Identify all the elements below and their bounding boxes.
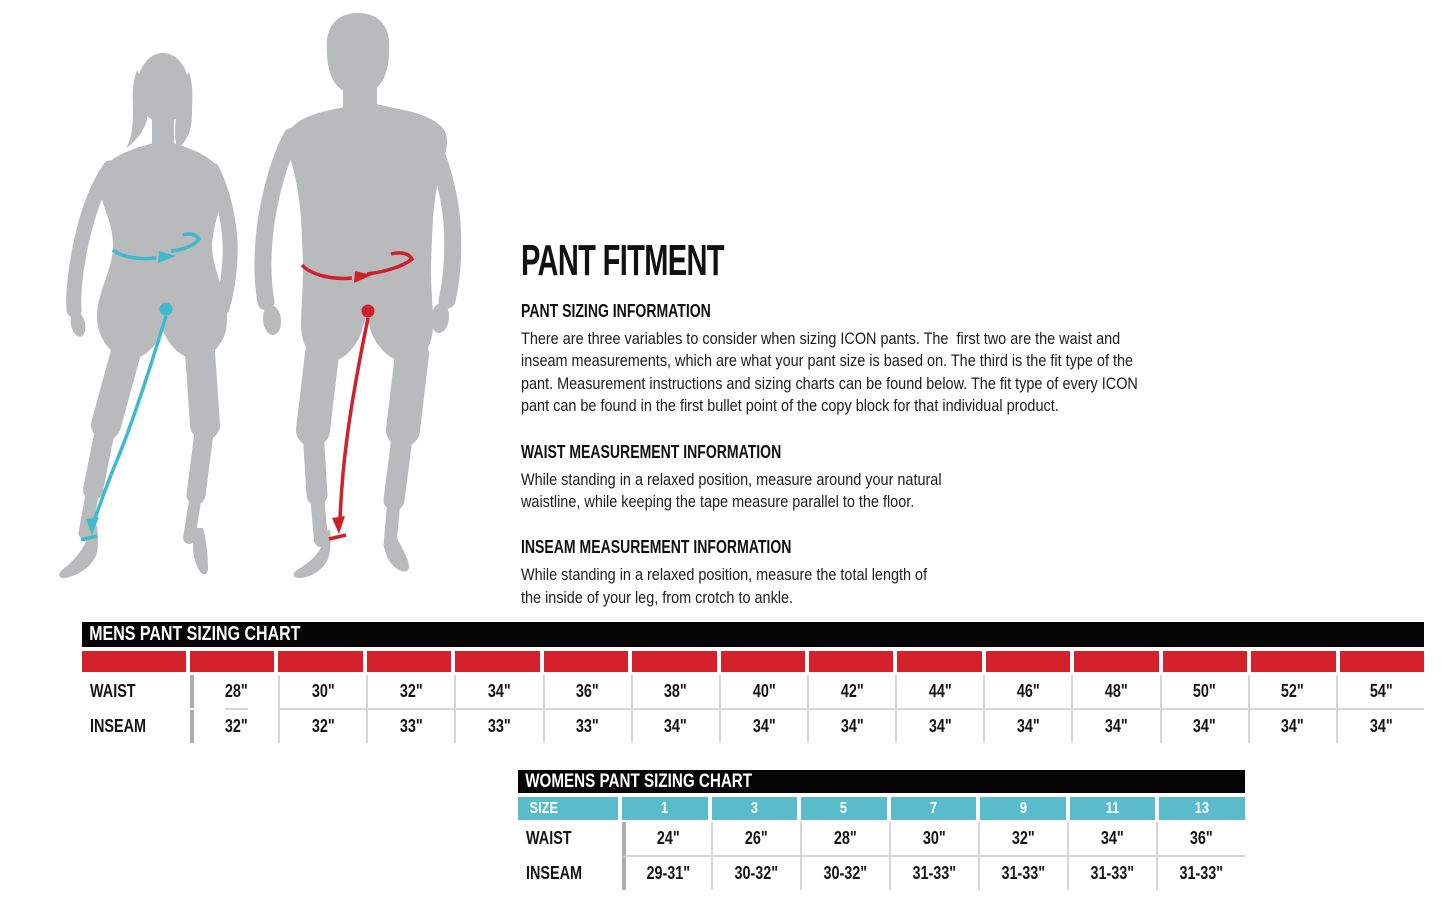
paragraph-line: the inside of your leg, from crotch to ankle.: [521, 588, 794, 607]
cell: 28": [800, 822, 889, 857]
cell: 34": [983, 710, 1071, 743]
cell: 32": [366, 675, 454, 710]
cell: 34": [807, 710, 895, 743]
accent-cell: [632, 651, 716, 672]
cell: 34": [454, 675, 542, 710]
womens-waist-row-label: WAIST: [526, 828, 572, 848]
womens-size-cell: 11: [1070, 797, 1156, 820]
womens-size-label-cell: SIZE: [518, 797, 618, 820]
cell: 38": [631, 675, 719, 710]
cell: 34": [719, 710, 807, 743]
mens-red-accent-row: [82, 651, 1424, 672]
inseam-measurement-heading: INSEAM MEASUREMENT INFORMATION: [521, 537, 792, 558]
paragraph-line: inseam measurements, which are what your pant size is based on. The third is the fit type of the: [521, 352, 1134, 371]
cell: 33": [543, 710, 631, 743]
cell: 26": [711, 822, 800, 857]
cell: 31-33": [1067, 857, 1156, 890]
womens-chart-title: WOMENS PANT SIZING CHART: [525, 771, 753, 792]
cell: 33": [454, 710, 542, 743]
cell: 32": [278, 710, 366, 743]
paragraph-line: pant. Measurement instructions and sizing charts can be found below. The fit type of every ICON: [521, 374, 1138, 393]
measurement-figures: [0, 0, 500, 610]
womens-size-cell: 7: [891, 797, 977, 820]
cell: 48": [1071, 675, 1159, 710]
accent-cell: [455, 651, 539, 672]
paragraph-line: While standing in a relaxed position, measure around your natural: [521, 470, 942, 489]
mens-chart-title-bar: [82, 622, 1424, 647]
cell: 34": [1336, 710, 1424, 743]
accent-cell: [544, 651, 628, 672]
accent-cell: [809, 651, 893, 672]
womens-size-cell: 1: [622, 797, 708, 820]
pant-sizing-paragraph: [521, 328, 1191, 418]
cell: 31-33": [978, 857, 1067, 890]
accent-cell: [897, 651, 981, 672]
accent-cell: [1163, 651, 1247, 672]
paragraph-line: waistline, while keeping the tape measure parallel to the floor.: [521, 493, 915, 512]
cell: 54": [1336, 675, 1424, 710]
cell: 52": [1248, 675, 1336, 710]
womens-size-cell: 13: [1159, 797, 1245, 820]
mens-inseam-row-label: INSEAM: [90, 716, 147, 736]
accent-cell: [190, 651, 274, 672]
cell: 31-33": [1156, 857, 1245, 890]
page-title: PANT FITMENT: [521, 236, 724, 285]
womens-sizing-chart: [518, 770, 1245, 890]
cell: 34": [895, 710, 983, 743]
waist-measurement-paragraph: [521, 469, 1191, 514]
accent-cell: [1340, 651, 1424, 672]
womens-size-cell: 3: [712, 797, 798, 820]
cell: 33": [366, 710, 454, 743]
mens-waist-value: 28": [225, 675, 248, 710]
accent-cell: [1251, 651, 1335, 672]
cell: 30-32": [800, 857, 889, 890]
accent-cell: [82, 651, 186, 672]
cell: 30": [278, 675, 366, 710]
cell: 40": [719, 675, 807, 710]
womens-chart-title-bar: [518, 770, 1245, 793]
inseam-measurement-paragraph: [521, 564, 1191, 609]
cell: 29-31": [622, 857, 711, 890]
cell: 42": [807, 675, 895, 710]
female-silhouette-icon: [59, 53, 230, 578]
cell: 34": [1071, 710, 1159, 743]
cell: 50": [1160, 675, 1248, 710]
male-silhouette-icon: [261, 13, 452, 578]
cell: 31-33": [889, 857, 978, 890]
cell: 30": [889, 822, 978, 857]
womens-inseam-row-label: INSEAM: [526, 863, 583, 883]
mens-size-grid: [82, 675, 1424, 743]
male-legs: [313, 354, 412, 545]
womens-size-row: [518, 797, 1245, 820]
mens-chart-title: MENS PANT SIZING CHART: [89, 623, 301, 645]
cell: 32": [978, 822, 1067, 857]
mens-sizing-chart: [82, 622, 1424, 743]
fitment-info-column: [521, 238, 1191, 609]
cell: 36": [1156, 822, 1245, 857]
paragraph-line: There are three variables to consider when sizing ICON pants. The first two are the waist and: [521, 330, 1121, 348]
accent-cell: [986, 651, 1070, 672]
cell: 46": [983, 675, 1071, 710]
accent-cell: [721, 651, 805, 672]
cell: 36": [543, 675, 631, 710]
womens-size-cell: 9: [980, 797, 1066, 820]
accent-cell: [367, 651, 451, 672]
mens-waist-row-label: WAIST: [90, 681, 136, 701]
female-right-foot: [193, 528, 208, 574]
cell: 34": [1248, 710, 1336, 743]
accent-cell: [278, 651, 362, 672]
womens-size-cell: 5: [801, 797, 887, 820]
cell: 34": [1160, 710, 1248, 743]
cell: 34": [631, 710, 719, 743]
pant-sizing-heading: PANT SIZING INFORMATION: [521, 301, 711, 321]
cell: 44": [895, 675, 983, 710]
cell: 24": [622, 822, 711, 857]
womens-size-grid: [518, 822, 1245, 890]
cell: 30-32": [711, 857, 800, 890]
accent-cell: [1074, 651, 1158, 672]
male-right-foot: [384, 536, 409, 572]
paragraph-line: pant can be found in the first bullet point of the copy block for that individual product.: [521, 397, 1059, 416]
cell: 32": [190, 710, 278, 743]
cell: 34": [1067, 822, 1156, 857]
waist-measurement-heading: WAIST MEASUREMENT INFORMATION: [521, 441, 782, 462]
paragraph-line: While standing in a relaxed position, measure the total length of: [521, 566, 928, 585]
